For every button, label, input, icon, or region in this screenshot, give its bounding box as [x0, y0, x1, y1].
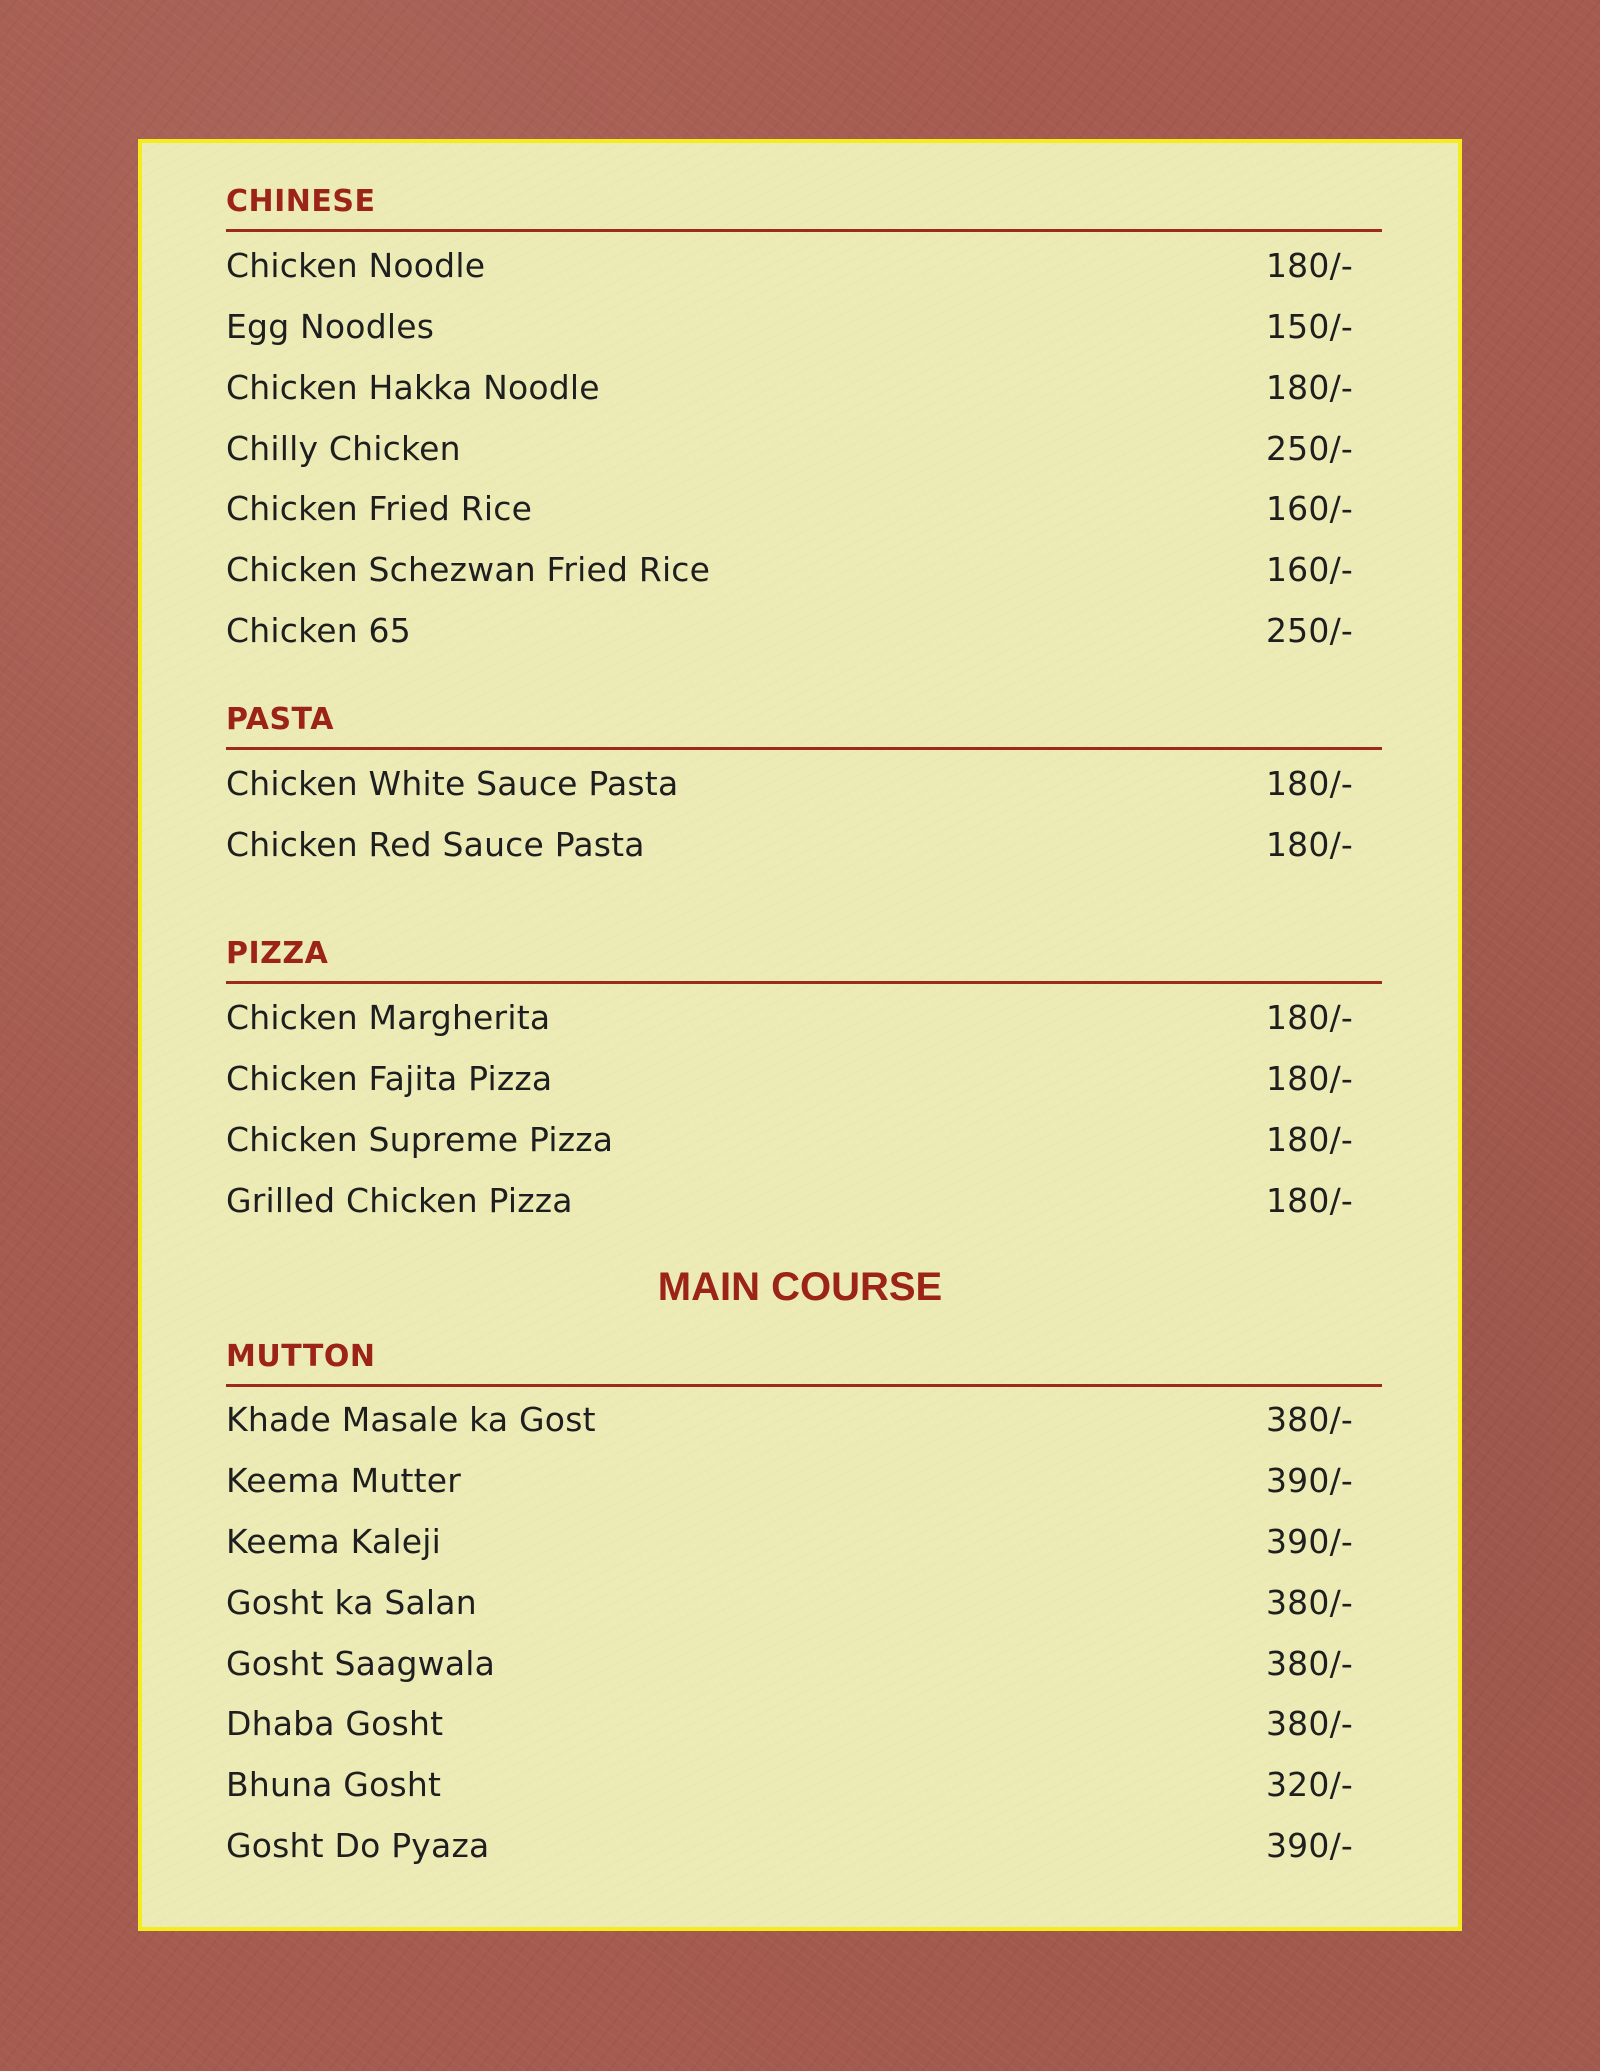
menu-item [226, 237, 1353, 293]
item-name: Chicken Noodle [226, 245, 486, 285]
section-header-mutton [226, 1339, 1382, 1387]
menu-item [226, 1574, 1353, 1630]
menu-item [226, 1172, 1353, 1228]
item-price: 160/- [1265, 488, 1353, 528]
section-title-mutton: MUTTON [226, 1339, 376, 1374]
item-name: Chicken Schezwan Fried Rice [226, 549, 711, 589]
menu-item [226, 480, 1353, 536]
item-price: 250/- [1265, 428, 1353, 468]
item-name: Gosht Saagwala [226, 1643, 496, 1683]
item-name: Chilly Chicken [226, 428, 461, 468]
item-name: Chicken Hakka Noodle [226, 367, 600, 407]
item-name: Khade Masale ka Gost [226, 1399, 596, 1439]
menu-item [226, 1391, 1353, 1447]
item-price: 180/- [1265, 763, 1353, 803]
menu-item [226, 420, 1353, 476]
item-price: 180/- [1265, 367, 1353, 407]
menu-item [226, 1635, 1353, 1691]
menu-item [226, 1111, 1353, 1167]
item-price: 390/- [1265, 1521, 1353, 1561]
item-price: 390/- [1265, 1825, 1353, 1865]
menu-item [226, 989, 1353, 1045]
item-name: Grilled Chicken Pizza [226, 1180, 573, 1220]
item-name: Dhaba Gosht [226, 1703, 444, 1743]
item-name: Chicken Supreme Pizza [226, 1119, 614, 1159]
menu-item [226, 1452, 1353, 1508]
section-header-chinese [226, 184, 1382, 232]
menu-item [226, 1050, 1353, 1106]
item-name: Egg Noodles [226, 306, 435, 346]
menu-item [226, 298, 1353, 354]
section-title-chinese: CHINESE [226, 184, 376, 219]
menu-item [226, 1513, 1353, 1569]
item-price: 160/- [1265, 549, 1353, 589]
main-course-heading: MAIN COURSE [657, 1265, 943, 1309]
item-price: 380/- [1265, 1582, 1353, 1622]
menu-item [226, 1817, 1353, 1873]
section-header-pizza [226, 936, 1382, 984]
menu-item [226, 1756, 1353, 1812]
item-name: Keema Mutter [226, 1460, 461, 1500]
item-name: Chicken Fried Rice [226, 488, 533, 528]
menu-item [226, 602, 1353, 658]
item-name: Keema Kaleji [226, 1521, 441, 1561]
item-name: Chicken White Sauce Pasta [226, 763, 679, 803]
item-name: Gosht Do Pyaza [226, 1825, 490, 1865]
item-price: 380/- [1265, 1643, 1353, 1683]
item-price: 150/- [1265, 306, 1353, 346]
item-name: Chicken Margherita [226, 997, 551, 1037]
menu-card [138, 139, 1462, 1931]
item-price: 180/- [1265, 1180, 1353, 1220]
section-title-pizza: PIZZA [226, 936, 329, 971]
menu-item [226, 1695, 1353, 1751]
section-title-pasta: PASTA [226, 702, 334, 737]
item-price: 250/- [1265, 610, 1353, 650]
item-price: 180/- [1265, 997, 1353, 1037]
item-name: Bhuna Gosht [226, 1764, 442, 1804]
item-name: Chicken Fajita Pizza [226, 1058, 553, 1098]
item-price: 380/- [1265, 1399, 1353, 1439]
menu-item [226, 816, 1353, 872]
item-price: 180/- [1265, 1119, 1353, 1159]
item-price: 380/- [1265, 1703, 1353, 1743]
menu-item [226, 541, 1353, 597]
menu-item [226, 359, 1353, 415]
item-name: Chicken 65 [226, 610, 411, 650]
item-price: 390/- [1265, 1460, 1353, 1500]
item-price: 180/- [1265, 824, 1353, 864]
section-header-pasta [226, 702, 1382, 750]
item-price: 180/- [1265, 245, 1353, 285]
item-price: 180/- [1265, 1058, 1353, 1098]
item-name: Gosht ka Salan [226, 1582, 477, 1622]
item-price: 320/- [1265, 1764, 1353, 1804]
menu-item [226, 755, 1353, 811]
item-name: Chicken Red Sauce Pasta [226, 824, 645, 864]
